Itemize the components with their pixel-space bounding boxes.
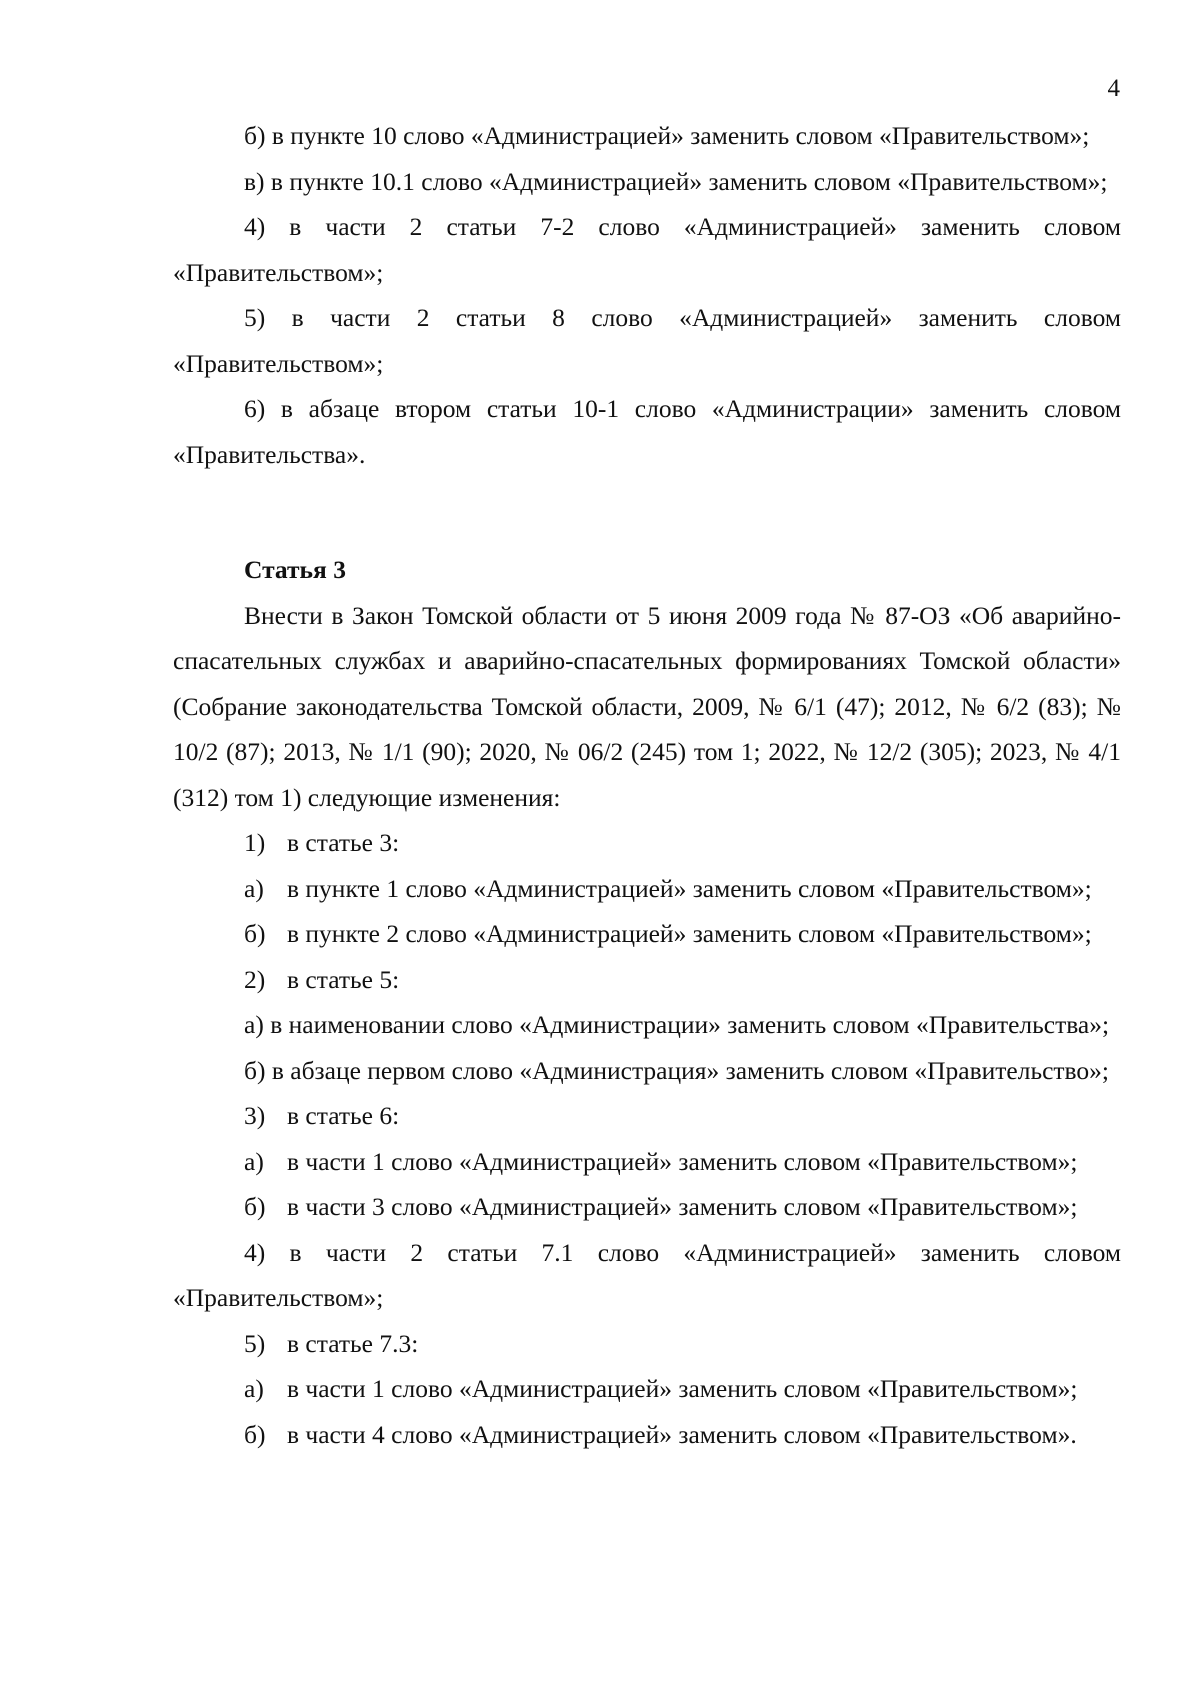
- paragraph: в) в пункте 10.1 слово «Администрацией» заменить словом «Правительством»;: [244, 166, 1108, 196]
- list-item-number: 4): [244, 1237, 266, 1267]
- list-item-number: 1): [244, 828, 266, 857]
- list-item: [173, 1230, 1121, 1321]
- list-item-text: в части 1 слово «Администрацией» заменить словом «Правительством»;: [287, 1146, 1078, 1176]
- list-item-text: в части 3 слово «Администрацией» заменить словом «Правительством»;: [287, 1192, 1078, 1221]
- list-item: [173, 1002, 1121, 1048]
- paragraph: 6) в абзаце втором статьи 10-1 слово «Администрации» заменить словом «Правительства».: [173, 394, 1121, 469]
- list-item-number: 2): [244, 964, 266, 994]
- list-item-text: в части 1 слово «Администрацией» заменить словом «Правительством»;: [287, 1374, 1078, 1403]
- list-item-text: в пункте 2 слово «Администрацией» заменить словом «Правительством»;: [287, 919, 1092, 948]
- list-item-number: а): [244, 1010, 264, 1039]
- list-item-text: в статье 3:: [287, 828, 400, 857]
- list-item-number: 3): [244, 1101, 266, 1130]
- list-item-text: в статье 7.3:: [287, 1328, 419, 1358]
- paragraph: 4) в части 2 статьи 7-2 слово «Администрацией» заменить словом «Правительством»;: [173, 212, 1121, 287]
- list-item: [173, 1366, 1121, 1412]
- list-item-text: в абзаце первом слово «Администрация» заменить словом «Правительство»;: [271, 1055, 1109, 1085]
- paragraph: б) в пункте 10 слово «Администрацией» заменить словом «Правительством»;: [244, 121, 1090, 150]
- list-item-number: а): [244, 1374, 264, 1403]
- list-item-text: в пункте 1 слово «Администрацией» заменить словом «Правительством»;: [287, 873, 1092, 903]
- article-heading: Статья 3: [244, 555, 346, 584]
- list-item-text: в статье 5:: [287, 964, 400, 994]
- article-intro: Внести в Закон Томской области от 5 июня 2009 года № 87-ОЗ «Об аварийно-спасательных службах и аварийно-спасательных формированиях Томской области» (Собрание законодательства Томской области, 2009, № 6/1 (47); 2012, № 6/2 (83); № 10/2 (87); 2013, № 1/1 (90); 2020, № 06/2 (245) том 1; 2022, № 12/2 (305); 2023, № 4/1 (312) том 1) следующие изменения:: [173, 600, 1121, 812]
- list-item-number: 5): [244, 1328, 266, 1358]
- document-body: [173, 113, 1121, 1457]
- list-item: [173, 820, 1121, 866]
- list-item-number: б): [244, 919, 266, 948]
- list-item: [173, 957, 1121, 1003]
- list-item-number: а): [244, 1146, 264, 1176]
- list-item-text: в части 4 слово «Администрацией» заменить словом «Правительством».: [287, 1419, 1077, 1449]
- list-item: [173, 1048, 1121, 1094]
- list-item-text: в наименовании слово «Администрации» заменить словом «Правительства»;: [270, 1010, 1110, 1039]
- list-item-number: б): [244, 1419, 266, 1449]
- list-item: [173, 866, 1121, 912]
- list-item-text: в части 2 статьи 7.1 слово «Администрацией» заменить словом «Правительством»;: [173, 1237, 1121, 1312]
- list-item-number: б): [244, 1055, 266, 1085]
- list-item: [173, 1321, 1121, 1367]
- list-item: [173, 1139, 1121, 1185]
- paragraph: 5) в части 2 статьи 8 слово «Администрацией» заменить словом «Правительством»;: [173, 303, 1121, 378]
- list-item: [173, 911, 1121, 957]
- list-item-number: а): [244, 873, 264, 903]
- page-number: 4: [1107, 75, 1120, 102]
- list-item: [173, 1412, 1121, 1458]
- list-item-number: б): [244, 1192, 266, 1221]
- list-item-text: в статье 6:: [287, 1101, 400, 1130]
- list-item: [173, 1093, 1121, 1139]
- section-spacer: [173, 477, 1121, 547]
- list-item: [173, 1184, 1121, 1230]
